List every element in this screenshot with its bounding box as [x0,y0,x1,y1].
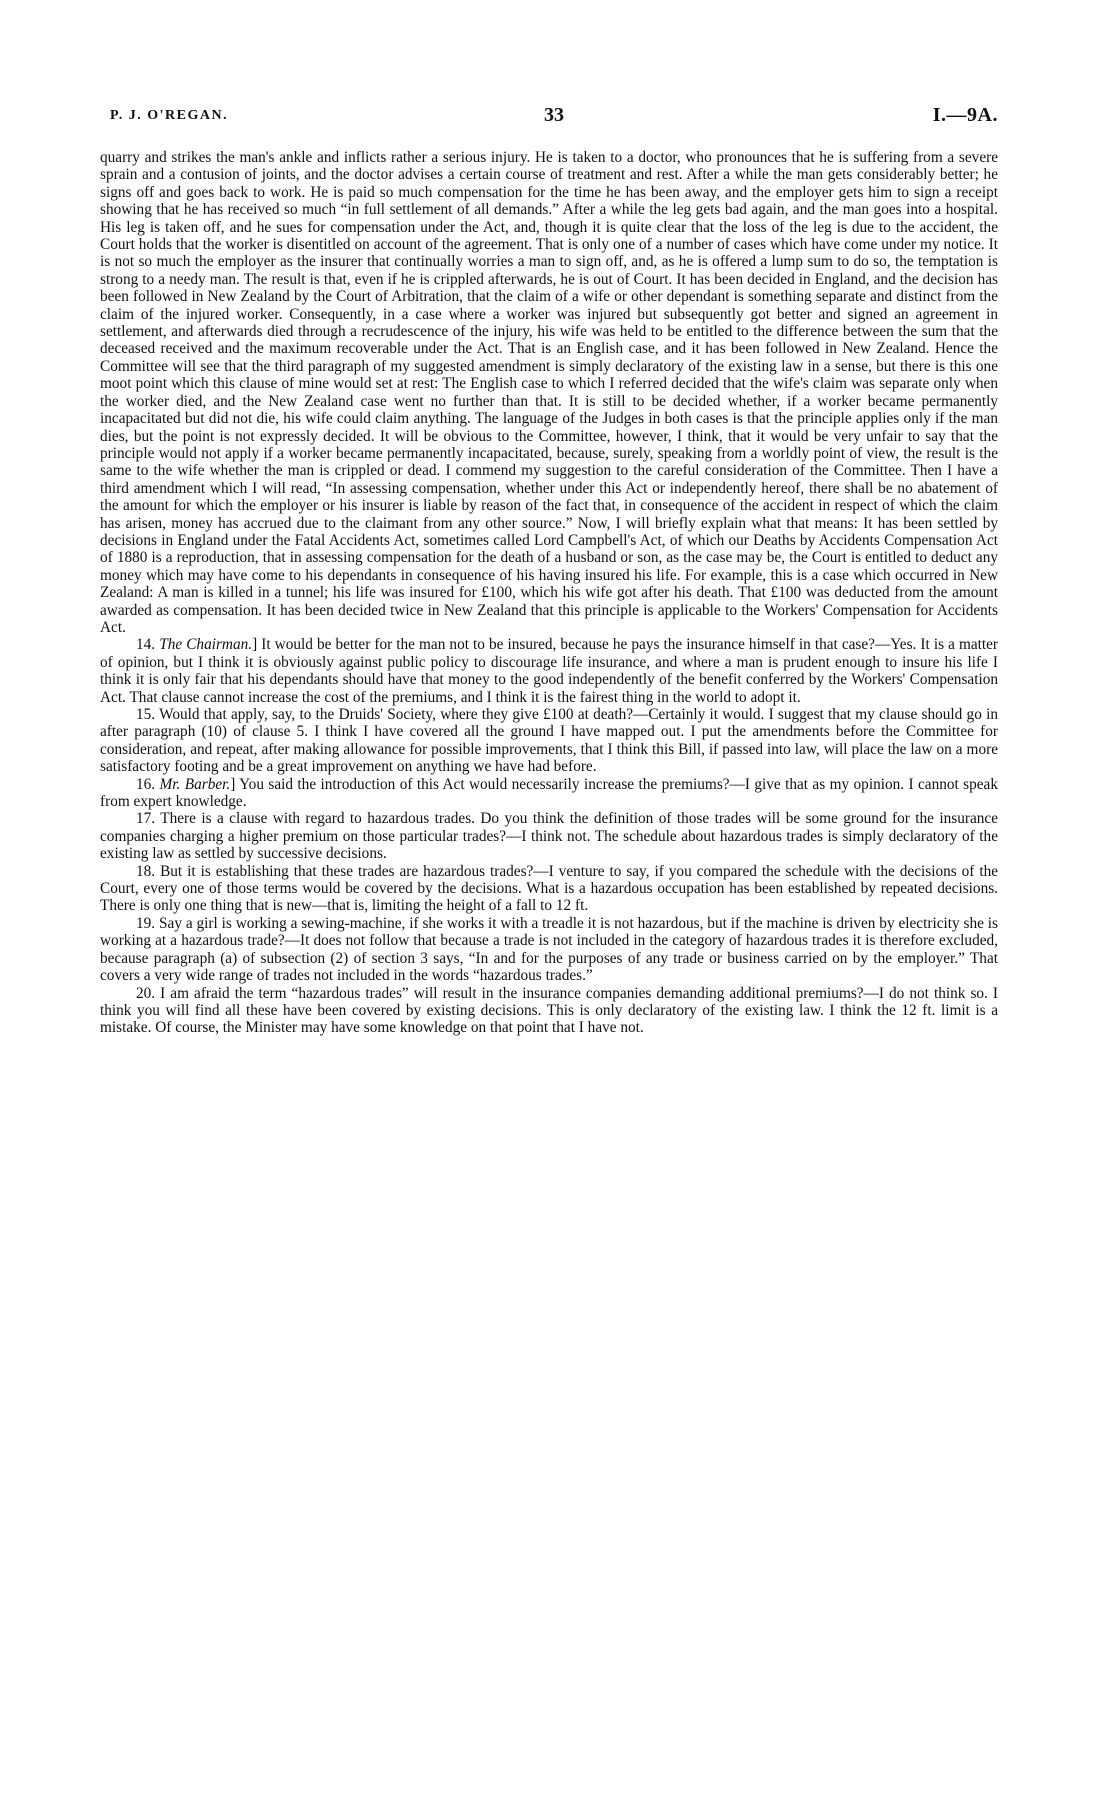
continuation-paragraph: quarry and strikes the man's ankle and inflicts rather a serious injury. He is taken to a doctor, who pronounces that he is suffering from a severe sprain and a contusion of joints, and the doctor advises a certain course of treatment and rest. After a while the man gets considerably better; he signs off and goes back to work. He is paid so much compensation for the time he has been away, and the employer gets him to sign a receipt showing that he has received so much “in full settlement of all demands.” After a while the leg gets bad again, and the man goes into a hospital. His leg is taken off, and he sues for compensation under the Act, and, though it is quite clear that the loss of the leg is due to the accident, the Court holds that the worker is disentitled on account of the agreement. That is only one of a number of cases which have come under my notice. It is not so much the employer as the insurer that continually worries a man to sign off, and, as he is offered a lump sum to do so, the temptation is strong to a needy man. The result is that, even if he is crippled afterwards, he is out of Court. It has been decided in England, and the decision has been followed in New Zealand by the Court of Arbitration, that the claim of a wife or other dependant is something separate and distinct from the claim of the injured worker. Consequently, in a case where a worker was injured but subsequently got better and signed an agreement in settlement, and afterwards died through a recrudescence of the injury, his wife was held to be entitled to the difference between the sum that the deceased received and the maximum recoverable under the Act. That is an English case, and it has been followed in New Zealand. Hence the Committee will see that the third paragraph of my suggested amendment is simply declaratory of the existing law in a sense, but there is this one moot point which this clause of mine would set at rest: The English case to which I referred decided that the wife's claim was separate only when the worker died, and the New Zealand case went no further than that. It is still to be decided whether, if a worker became permanently incapacitated but did not die, his wife could claim anything. The language of the Judges in both cases is that the principle applies only if the man dies, but the point is not expressly decided. It will be obvious to the Committee, however, I think, that it would be very unfair to say that the principle would not apply if a worker became permanently incapacitated, because, surely, speaking from a worldly point of view, the result is the same to the wife whether the man is crippled or dead. I commend my suggestion to the careful consideration of the Committee. Then I have a third amendment which I will read, “In assessing compensation, whether under this Act or independently hereof, there shall be no abatement of the amount for which the employer or his insurer is liable by reason of the fact that, in consequence of the accident in respect of which the claim has arisen, money has accrued due to the claimant from any other source.” Now, I will briefly explain what that means: It has been settled by decisions in England under the Fatal Accidents Act, sometimes called Lord Campbell's Act, of which our Deaths by Accidents Compensation Act of 1880 is a reproduction, that in assessing compensation for the death of a husband or son, as the case may be, the Court is entitled to deduct any money which may have come to his dependants in consequence of his having insured his life. For example, this is a case which occurred in New Zealand: A man is killed in a tunnel; his life was insured for £100, which his wife got after his death. That £100 was deducted from the amount awarded as compensation. It has been decided twice in New Zealand that this principle is applicable to the Workers' Compensation for Accidents Act. [100,149,998,636]
question-text: I am afraid the term “hazardous trades” will result in the insurance companies demanding additional premiums?—I do not think so. I think you will find all these have been covered by existing decisions. This is only declaratory of the existing law. I think the 12 ft. limit is a mistake. Of course, the Minister may have some knowledge on that point that I have not. [100,984,999,1037]
question-15 [100,706,998,776]
question-number: 15. [136,706,156,723]
question-14 [100,636,998,706]
witness-name: P. J. O'REGAN. [110,108,229,123]
question-number: 18. [136,862,156,880]
question-number: 20. [136,984,156,1002]
question-number: 16. [136,775,156,793]
document-body [100,149,998,1037]
question-text: Say a girl is working a sewing-machine, if she works it with a treadle it is not hazardous, but if the machine is driven by electricity she is working at a hazardous trade?—It does not follow that because a trade is not included in the category of hazardous trades it is therefore excluded, because paragraph (a) of subsection (2) of section 3 says, “In and for the purposes of any trade or business carried on by the employer.” That covers a very wide range of trades not included in the words “hazardous trades.” [100,914,998,985]
question-text: But it is establishing that these trades are hazardous trades?—I venture to say, if you compared the schedule with the decisions of the Court, every one of those terms would be covered by the decisions. What is a hazardous occupation has been established by repeated decisions. There is only one thing that is new—that is, limiting the height of a fall to 12 ft. [100,862,999,915]
question-text: There is a clause with regard to hazardous trades. Do you think the definition of those trades will be some ground for the insurance companies charging a higher premium on those particular trades?—I think not. The schedule about hazardous trades is simply declaratory of the existing law as settled by successive decisions. [100,810,998,863]
question-text: Would that apply, say, to the Druids' Society, where they give £100 at death?—Certainly it would. I suggest that my clause should go in after paragraph (10) of clause 5. I think I have covered all the ground I have mapped out. I put the amendments before the Committee for consideration, and repeat, after making allowance for possible improvements, that I think this Bill, if passed into law, will place the law on a more satisfactory footing and be a great improvement on anything we have had before. [100,706,998,776]
question-text: ] It would be better for the man not to be insured, because he pays the insurance himself in that case?—Yes. It is a matter of opinion, but I think it is obviously against public policy to discourage life insurance, and where a man is prudent enough to insure his life I think it is only fair that his dependants should have that money to the good independently of the benefit conferred by the Workers' Compensation Act. That clause cannot increase the cost of the premiums, and I think it is the fairest thing in the world to adopt it. [100,636,999,706]
speaker: The Chairman. [159,636,253,654]
question-16 [100,776,998,811]
question-17 [100,810,998,862]
question-text: ] You said the introduction of this Act would necessarily increase the premiums?—I give that as my opinion. I cannot speak from expert knowledge. [100,775,998,811]
question-19 [100,915,998,985]
question-number: 17. [136,810,156,828]
question-18 [100,863,998,915]
document-reference: I.—9A. [932,104,998,126]
page-number: 33 [544,104,564,126]
question-20 [100,985,998,1037]
question-number: 14. [136,636,156,654]
page-header [110,104,998,130]
question-number: 19. [136,914,156,932]
speaker: Mr. Barber. [159,775,231,793]
